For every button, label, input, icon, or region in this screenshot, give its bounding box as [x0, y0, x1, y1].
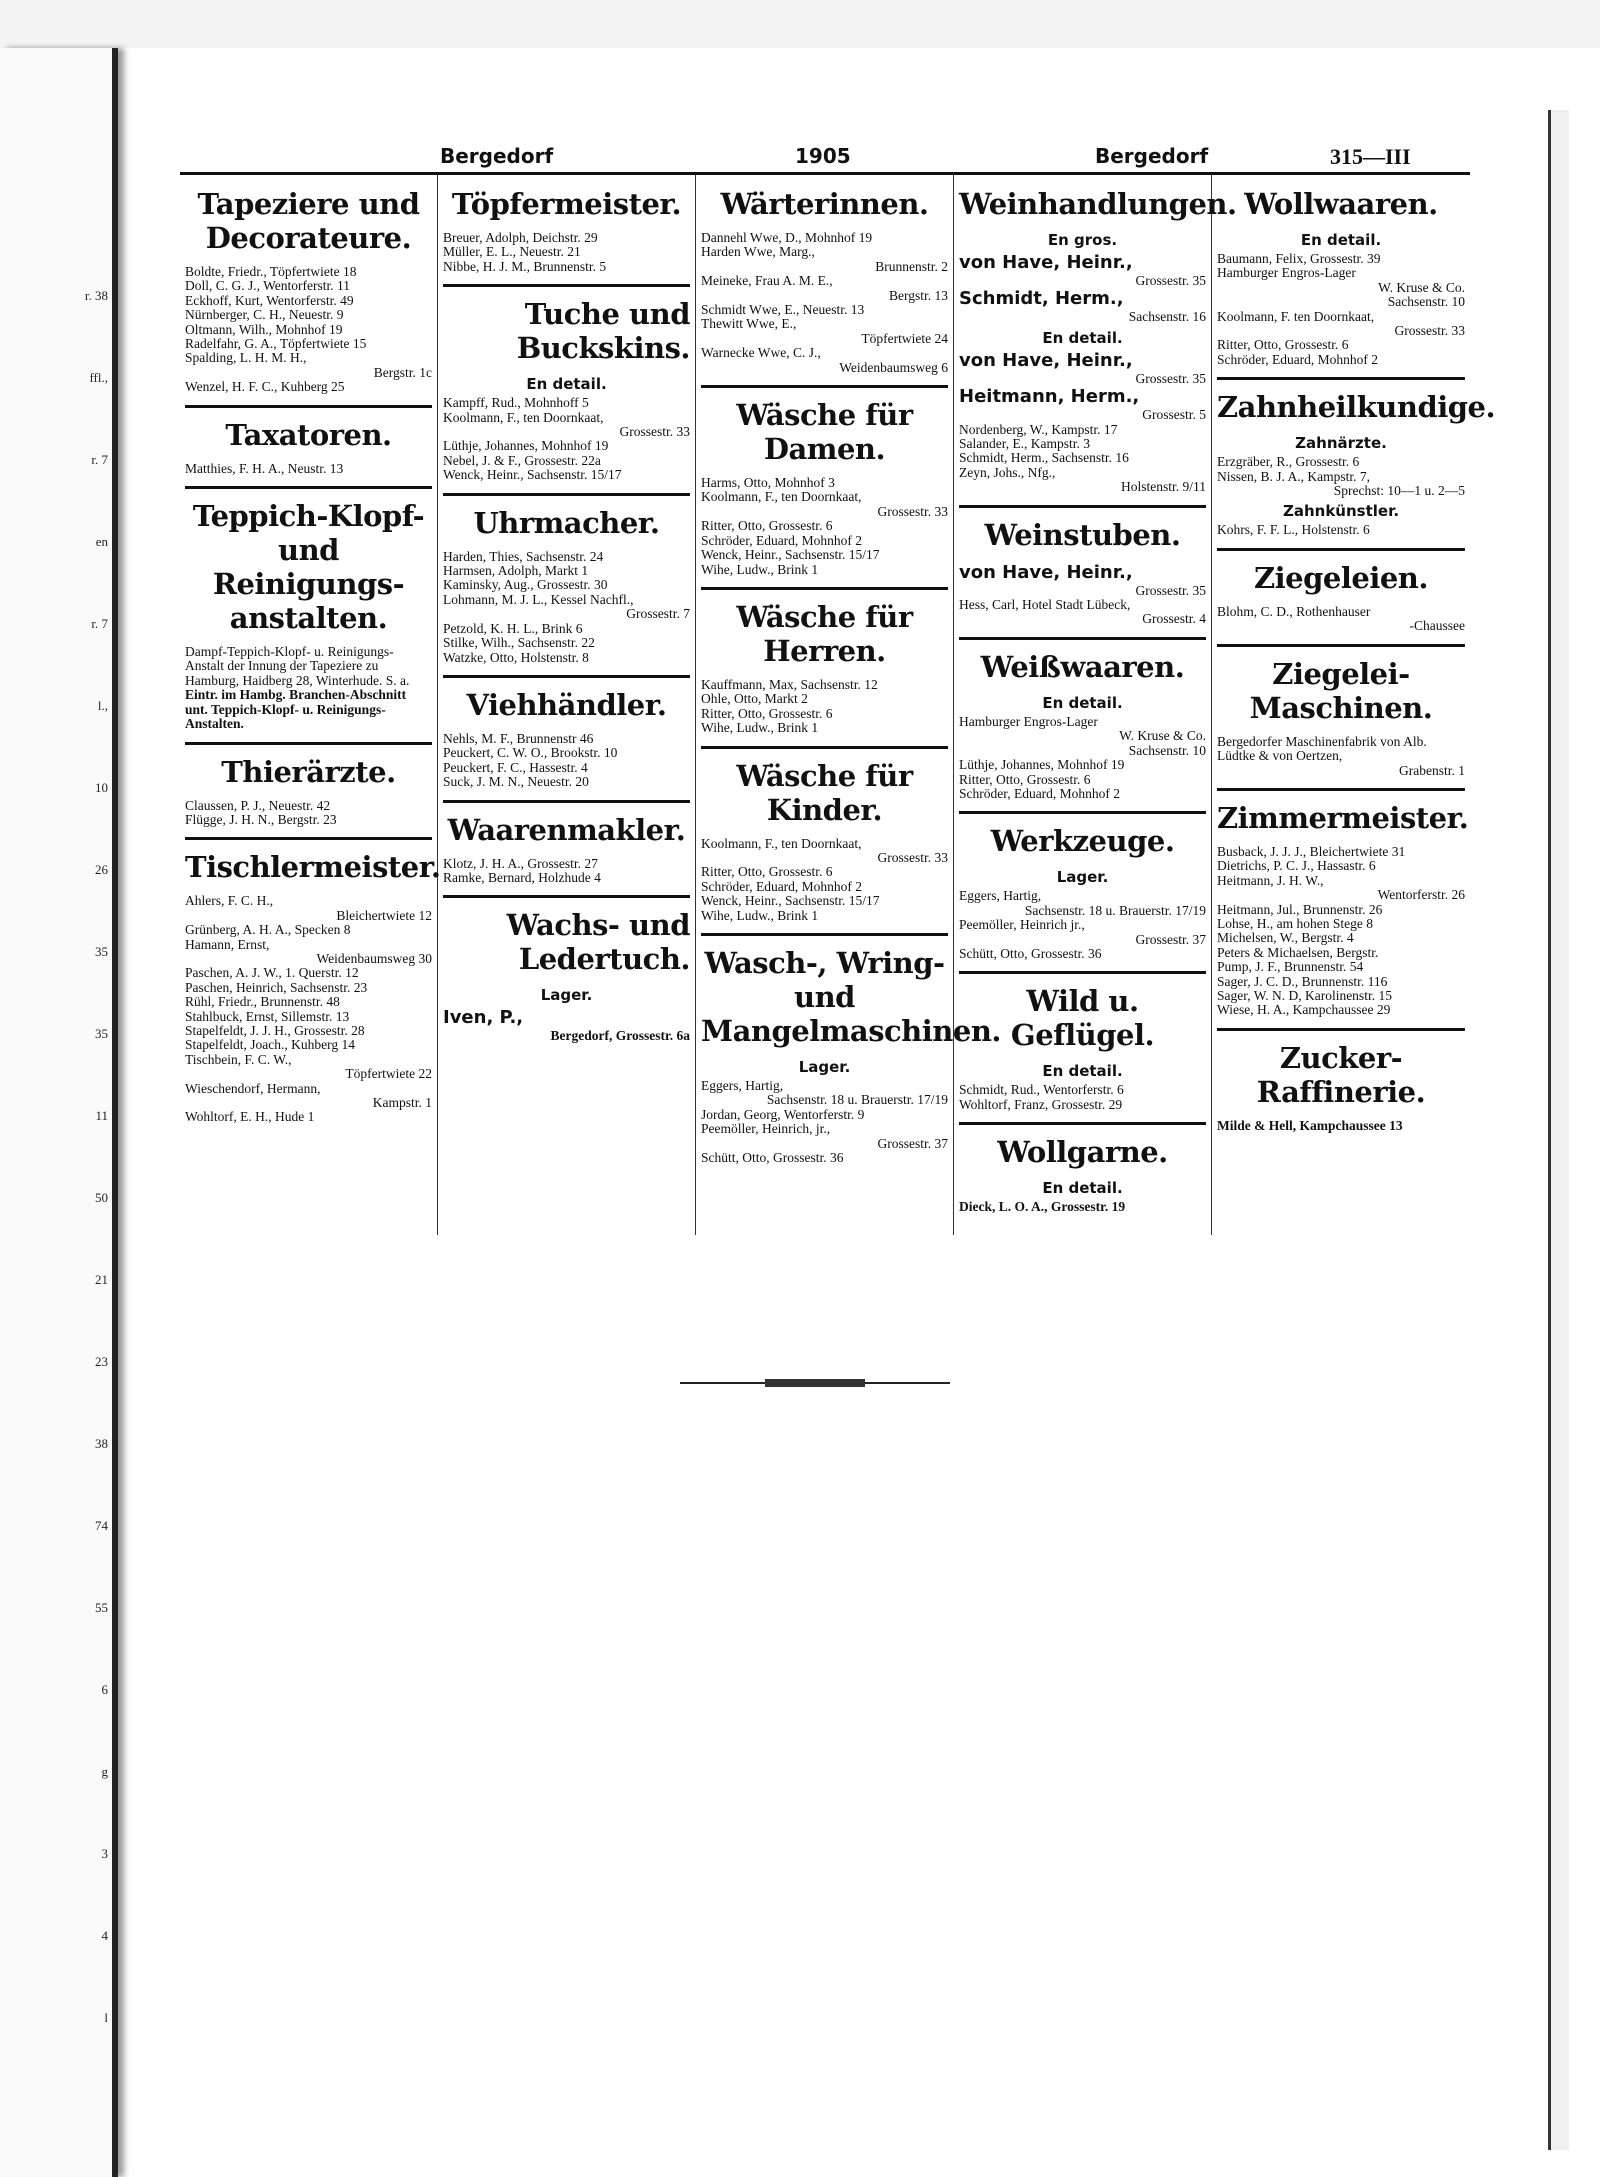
category-section — [1217, 1041, 1465, 1143]
category-section — [1217, 187, 1465, 380]
directory-entry: Bergedorfer Maschinenfabrik von Alb. Lüdtke & von Oertzen, — [1217, 733, 1427, 764]
directory-entry: Bergedorf, Grossestr. 6a — [550, 1028, 690, 1044]
directory-entry: Nibbe, H. J. M., Brunnenstr. 5 — [443, 258, 607, 274]
directory-entry: Grossestr. 4 — [1142, 611, 1206, 627]
directory-entry: von Have, Heinr., — [959, 349, 1133, 371]
directory-entry: Peters & Michaelsen, Bergstr. — [1217, 944, 1379, 960]
category-heading: Weißwaaren. — [980, 649, 1185, 684]
category-section — [1217, 390, 1496, 551]
subheading: En detail. — [526, 375, 607, 394]
directory-entry: Harden Wwe, Marg., — [701, 244, 815, 260]
directory-entry: Nehls, M. F., Brunnenstr 46 — [443, 730, 594, 746]
directory-entry: Wenck, Heinr., Sachsenstr. 15/17 — [443, 467, 622, 483]
subheading: En detail. — [1042, 693, 1123, 712]
category-heading: Teppich-Klopf- und Reinigungs-anstalten. — [192, 499, 425, 636]
directory-page — [180, 140, 1496, 1235]
directory-entry: Kampff, Rud., Mohnhoff 5 — [443, 395, 589, 411]
directory-entry: Schmidt, Rud., Wentorferstr. 6 — [959, 1082, 1124, 1098]
directory-entry: Schütt, Otto, Grossestr. 36 — [701, 1150, 844, 1165]
subheading: Lager. — [798, 1057, 851, 1076]
directory-entry: Suck, J. M. N., Neuestr. 20 — [443, 774, 589, 790]
directory-entry: Flügge, J. H. N., Bergstr. 23 — [185, 811, 337, 827]
category-heading: Waarenmakler. — [447, 812, 686, 847]
category-section — [959, 650, 1206, 814]
directory-entry: W. Kruse & Co. — [1119, 728, 1206, 744]
directory-entry: Sager, W. N. D, Karolinenstr. 15 — [1217, 987, 1392, 1003]
directory-entry: Sager, J. C. D., Brunnenstr. 116 — [1217, 973, 1388, 989]
category-section — [701, 600, 948, 749]
directory-entry: Lohmann, M. J. L., Kessel Nachfl., — [443, 591, 634, 607]
directory-entry: Wieschendorf, Hermann, — [185, 1080, 321, 1096]
category-section — [1217, 657, 1465, 791]
directory-entry: Hamburger Engros-Lager — [1217, 265, 1356, 281]
category-heading: Taxatoren. — [225, 417, 392, 452]
category-heading: Wollgarne. — [997, 1135, 1168, 1170]
category-section — [443, 908, 690, 1053]
category-section — [959, 187, 1237, 508]
directory-entry: Kauffmann, Max, Sachsenstr. 12 — [701, 676, 878, 692]
category-section — [959, 518, 1206, 640]
directory-entry: Erzgräber, R., Grossestr. 6 — [1217, 454, 1360, 470]
category-heading: Wäsche für Kinder. — [736, 758, 913, 827]
column-4 — [954, 175, 1237, 1235]
facing-page-fragment: 35 — [95, 1026, 108, 1041]
facing-page-fragment: 50 — [95, 1190, 108, 1205]
facing-page-fragment: en — [95, 534, 108, 549]
directory-entry: Ritter, Otto, Grossestr. 6 — [701, 864, 833, 880]
directory-entry: Zeyn, Johs., Nfg., — [959, 464, 1056, 480]
directory-entry: Eintr. im Hambg. Branchen-Abschnitt unt. Teppich-Klopf- u. Reinigungs-Anstalten. — [185, 687, 407, 732]
directory-entry: Busback, J. J. J., Bleichertwiete 31 — [1217, 843, 1406, 859]
category-heading: Tischlermeister. — [185, 850, 441, 885]
category-heading: Wäsche für Damen. — [736, 398, 913, 467]
directory-entry: Radelfahr, G. A., Töpfertwiete 15 — [185, 336, 367, 352]
column-1 — [180, 175, 441, 1235]
directory-entry: Peuckert, F. C., Hassestr. 4 — [443, 759, 588, 775]
directory-entry: Baumann, Felix, Grossestr. 39 — [1217, 251, 1381, 266]
category-heading: Wachs- und Ledertuch. — [506, 908, 690, 977]
running-head-left: Bergedorf — [440, 144, 554, 168]
directory-entry: Matthies, F. H. A., Neustr. 13 — [185, 460, 344, 476]
directory-entry: Nürnberger, C. H., Neuestr. 9 — [185, 307, 344, 323]
directory-entry: Ritter, Otto, Grossestr. 6 — [701, 705, 833, 721]
directory-entry: Peemöller, Heinrich jr., — [959, 917, 1085, 933]
category-heading: Tapeziere und Decorateure. — [197, 187, 420, 255]
category-heading: Weinhandlungen. — [959, 187, 1237, 221]
directory-entry: Petzold, K. H. L., Brink 6 — [443, 620, 583, 636]
directory-entry: Kaminsky, Aug., Grossestr. 30 — [443, 577, 608, 593]
directory-entry: Wenck, Heinr., Sachsenstr. 15/17 — [701, 547, 880, 563]
directory-entry: Grabenstr. 1 — [1399, 762, 1465, 778]
directory-entry: Jordan, Georg, Wentorferstr. 9 — [701, 1106, 865, 1122]
directory-entry: Peuckert, C. W. O., Brookstr. 10 — [443, 745, 618, 761]
category-heading: Wollwaaren. — [1244, 187, 1438, 221]
directory-entry: Wihe, Ludw., Brink 1 — [701, 720, 819, 736]
running-head — [180, 140, 1470, 175]
facing-page-fragment: g — [101, 1764, 108, 1779]
directory-entry: Harmsen, Adolph, Markt 1 — [443, 563, 589, 579]
facing-page-fragment: l — [104, 2010, 108, 2025]
category-section — [959, 824, 1206, 974]
category-section — [1217, 800, 1469, 1031]
directory-entry: Ahlers, F. C. H., — [185, 893, 274, 909]
directory-entry: Ohle, Otto, Markt 2 — [701, 691, 808, 707]
directory-entry: Sachsenstr. 16 — [1128, 309, 1206, 325]
directory-entry: Schmidt, Herm., — [959, 288, 1124, 310]
directory-entry: Lüthje, Johannes, Mohnhof 19 — [959, 757, 1125, 773]
category-section — [185, 499, 432, 744]
directory-entry: Grossestr. 35 — [1135, 582, 1206, 598]
directory-entry: Wohltorf, Franz, Grossestr. 29 — [959, 1096, 1123, 1112]
facing-page-fragment: 38 — [95, 1436, 108, 1451]
directory-entry: Heitmann, Jul., Brunnenstr. 26 — [1217, 901, 1383, 917]
directory-entry: Kampstr. 1 — [372, 1095, 432, 1110]
facing-page-fragment: r. 7 — [91, 452, 108, 467]
category-section — [443, 688, 690, 803]
directory-entry: Schröder, Eduard, Mohnhof 2 — [1217, 351, 1379, 367]
directory-entry: Hamburger Engros-Lager — [959, 713, 1098, 729]
directory-entry: Oltmann, Wilh., Mohnhof 19 — [185, 321, 343, 337]
subheading: Zahnärzte. — [1295, 434, 1387, 453]
running-head-right: Bergedorf — [1095, 144, 1209, 168]
directory-entry: Nordenberg, W., Kampstr. 17 — [959, 421, 1118, 437]
facing-page-fragment: l., — [97, 698, 108, 713]
directory-entry: von Have, Heinr., — [959, 252, 1133, 273]
running-head-year: 1905 — [795, 144, 851, 168]
category-heading: Ziegeleien. — [1254, 560, 1428, 595]
directory-entry: Lüthje, Johannes, Mohnhof 19 — [443, 438, 609, 454]
category-section — [443, 813, 690, 899]
category-heading: Wasch-, Wring- und Mangelmaschinen. — [701, 945, 1001, 1048]
directory-entry: Watzke, Otto, Holstenstr. 8 — [443, 649, 589, 665]
category-heading: Wild u. Geflügel. — [1010, 984, 1155, 1053]
directory-entry: Töpfertwiete 22 — [345, 1066, 432, 1082]
category-section — [701, 945, 1001, 1175]
directory-entry: Dannehl Wwe, D., Mohnhof 19 — [701, 230, 873, 245]
category-section — [959, 984, 1206, 1125]
subheading: Zahnkünstler. — [1282, 502, 1400, 521]
directory-entry: Schröder, Eduard, Mohnhof 2 — [959, 785, 1121, 801]
category-heading: Thierärzte. — [221, 754, 396, 789]
subheading: Lager. — [1056, 868, 1109, 887]
facing-page-fragment: 74 — [95, 1518, 108, 1533]
directory-entry: Grossestr. 5 — [1142, 407, 1206, 423]
directory-entry: Iven, P., — [443, 1007, 524, 1029]
column-5 — [1212, 175, 1496, 1235]
directory-entry: Wihe, Ludw., Brink 1 — [701, 907, 819, 923]
category-section — [959, 1135, 1206, 1224]
facing-page-fragment: 21 — [95, 1272, 108, 1287]
directory-entry: Grossestr. 37 — [877, 1135, 948, 1151]
category-section — [185, 850, 441, 1135]
category-section — [185, 187, 432, 408]
directory-entry: Wiese, H. A., Kampchaussee 29 — [1217, 1002, 1391, 1018]
category-heading: Tuche und Buckskins. — [516, 297, 690, 366]
column-3 — [696, 175, 1001, 1235]
directory-entry: Breuer, Adolph, Deichstr. 29 — [443, 230, 598, 245]
directory-entry: Bergstr. 13 — [888, 287, 948, 303]
directory-entry: Koolmann, F., ten Doornkaat, — [701, 489, 862, 505]
directory-entry: Tischbein, F. C. W., — [185, 1051, 292, 1067]
directory-entry: Eckhoff, Kurt, Wentorferstr. 49 — [185, 292, 354, 308]
directory-entry: Sachsenstr. 18 u. Brauerstr. 17/19 — [766, 1092, 948, 1108]
directory-entry: Warnecke Wwe, C. J., — [701, 345, 821, 361]
directory-entry: Koolmann, F., ten Doornkaat, — [701, 835, 862, 851]
facing-page-fragment: 6 — [101, 1682, 108, 1697]
end-ornament — [680, 1378, 950, 1388]
directory-entry: Dietrichs, P. C. J., Hassastr. 6 — [1217, 858, 1376, 874]
directory-entry: Grünberg, A. H. A., Specken 8 — [185, 922, 351, 938]
directory-entry: Bergstr. 1c — [373, 364, 432, 380]
subheading: En detail. — [1042, 1062, 1123, 1081]
facing-page-fragment: 23 — [95, 1354, 108, 1369]
facing-page-fragment: 35 — [95, 944, 108, 959]
directory-entry: Sprechst: 10—1 u. 2—5 — [1333, 483, 1465, 499]
facing-page-fragment: r. 7 — [91, 616, 108, 631]
directory-entry: Wenzel, H. F. C., Kuhberg 25 — [185, 379, 345, 395]
directory-entry: Sachsenstr. 10 — [1128, 742, 1206, 758]
directory-entry: Stilke, Wilh., Sachsenstr. 22 — [443, 635, 595, 651]
category-heading: Wäsche für Herren. — [736, 599, 913, 668]
directory-entry: Dieck, L. O. A., Grossestr. 19 — [959, 1199, 1126, 1215]
directory-entry: Holstenstr. 9/11 — [1120, 479, 1206, 495]
directory-entry: Schröder, Eduard, Mohnhof 2 — [701, 532, 863, 548]
directory-entry: Weidenbaumsweg 30 — [316, 950, 432, 966]
facing-page-fragment: r. 38 — [84, 288, 108, 303]
directory-entry: Ritter, Otto, Grossestr. 6 — [1217, 337, 1349, 353]
directory-entry: Wohltorf, E. H., Hude 1 — [185, 1109, 315, 1125]
directory-entry: Lohse, H., am hohen Stege 8 — [1217, 915, 1373, 931]
facing-page-fragment: 4 — [101, 1928, 108, 1943]
directory-entry: Michelsen, W., Bergstr. 4 — [1217, 930, 1354, 946]
category-section — [1217, 561, 1465, 647]
directory-entry: Heitmann, Herm., — [959, 386, 1140, 408]
category-section — [443, 506, 690, 678]
directory-entry: Stapelfeldt, Joach., Kuhberg 14 — [185, 1037, 355, 1053]
listing-columns — [180, 175, 1496, 1235]
directory-entry: Eggers, Hartig, — [701, 1077, 784, 1093]
directory-entry: Stahlbuck, Ernst, Sillemstr. 13 — [185, 1008, 350, 1024]
page-edge-right — [1548, 110, 1569, 2150]
directory-entry: Hamann, Ernst, — [185, 936, 270, 952]
directory-entry: Boldte, Friedr., Töpfertwiete 18 — [185, 264, 357, 279]
category-heading: Uhrmacher. — [473, 505, 660, 540]
category-heading: Zucker-Raffinerie. — [1256, 1040, 1426, 1109]
category-section — [701, 398, 948, 590]
subheading: En detail. — [1042, 328, 1123, 347]
directory-entry: Meineke, Frau A. M. E., — [701, 273, 833, 289]
directory-entry: Brunnenstr. 2 — [875, 258, 948, 274]
directory-entry: Ritter, Otto, Grossestr. 6 — [959, 771, 1091, 787]
directory-entry: Kohrs, F. F. L., Holstenstr. 6 — [1217, 522, 1370, 538]
category-heading: Viehhändler. — [466, 687, 667, 722]
directory-entry: Grossestr. 37 — [1135, 931, 1206, 947]
facing-page-fragment: 55 — [95, 1600, 108, 1615]
directory-entry: Wihe, Ludw., Brink 1 — [701, 561, 819, 577]
directory-entry: Hess, Carl, Hotel Stadt Lübeck, — [959, 597, 1131, 613]
directory-entry: Grossestr. 7 — [626, 606, 690, 622]
directory-entry: von Have, Heinr., — [959, 561, 1133, 583]
directory-entry: Doll, C. G. J., Wentorferstr. 11 — [185, 278, 351, 294]
directory-entry: Paschen, A. J. W., 1. Querstr. 12 — [185, 965, 359, 981]
directory-entry: Grossestr. 33 — [1394, 323, 1465, 339]
facing-page-fragment: ffl., — [89, 370, 108, 385]
directory-entry: W. Kruse & Co. — [1378, 279, 1465, 295]
directory-entry: Milde & Hell, Kampchaussee 13 — [1217, 1117, 1403, 1133]
directory-entry: Dampf-Teppich-Klopf- u. Reinigungs-Anstalt der Innung der Tapeziere zu Hamburg, Haidberg 28, Winterhude. S. a. — [185, 644, 410, 688]
directory-entry: Stapelfeldt, J. J. H., Grossestr. 28 — [185, 1022, 365, 1038]
category-section — [185, 418, 432, 489]
category-heading: Zimmermeister. — [1217, 800, 1469, 835]
scan-margin-top — [0, 0, 1600, 48]
facing-page-fragment: 10 — [95, 780, 108, 795]
directory-entry: Sachsenstr. 10 — [1387, 294, 1465, 310]
directory-entry: Wenck, Heinr., Sachsenstr. 15/17 — [701, 893, 880, 909]
directory-entry: Paschen, Heinrich, Sachsenstr. 23 — [185, 979, 368, 995]
facing-page-fragment: 11 — [95, 1108, 108, 1123]
directory-entry: Nebel, J. & F., Grossestr. 22a — [443, 452, 601, 468]
directory-entry: Ramke, Bernard, Holzhude 4 — [443, 869, 601, 885]
directory-entry: Schütt, Otto, Grossestr. 36 — [959, 945, 1102, 961]
category-heading: Zahnheilkundige. — [1217, 390, 1496, 425]
directory-entry: Schmidt Wwe, E., Neuestr. 13 — [701, 302, 865, 318]
directory-entry: Grossestr. 33 — [877, 503, 948, 519]
directory-entry: Klotz, J. H. A., Grossestr. 27 — [443, 855, 598, 871]
category-heading: Töpfermeister. — [451, 187, 682, 221]
directory-entry: Weidenbaumsweg 6 — [839, 359, 948, 375]
directory-entry: Koolmann, F., ten Doornkaat, — [443, 409, 604, 425]
category-heading: Werkzeuge. — [990, 824, 1175, 859]
directory-entry: Thewitt Wwe, E., — [701, 316, 797, 332]
directory-entry: Bleichertwiete 12 — [336, 907, 432, 923]
directory-entry: Grossestr. 33 — [877, 849, 948, 865]
category-section — [443, 297, 690, 495]
directory-entry: Blohm, C. D., Rothenhauser — [1217, 603, 1371, 619]
directory-entry: Eggers, Hartig, — [959, 888, 1042, 904]
directory-entry: Harden, Thies, Sachsenstr. 24 — [443, 548, 604, 564]
directory-entry: Spalding, L. H. M. H., — [185, 350, 307, 366]
directory-entry: Grossestr. 35 — [1135, 370, 1206, 386]
category-section — [701, 187, 948, 388]
directory-entry: Harms, Otto, Mohnhof 3 — [701, 475, 835, 491]
directory-entry: Heitmann, J. H. W., — [1217, 872, 1324, 888]
directory-entry: Ritter, Otto, Grossestr. 6 — [701, 518, 833, 534]
category-heading: Wärterinnen. — [720, 187, 929, 221]
directory-entry: Salander, E., Kampstr. 3 — [959, 436, 1091, 452]
facing-page-fragment: 3 — [101, 1846, 108, 1861]
directory-entry: -Chaussee — [1409, 618, 1465, 634]
directory-entry: Pump, J. F., Brunnenstr. 54 — [1217, 959, 1364, 975]
directory-entry: Töpfertwiete 24 — [861, 330, 948, 346]
directory-entry: Claussen, P. J., Neuestr. 42 — [185, 797, 331, 813]
facing-page-edge — [0, 48, 118, 2177]
subheading: En detail. — [1300, 231, 1382, 249]
category-section — [185, 755, 432, 841]
facing-page-fragment: 26 — [95, 862, 108, 877]
subheading: En gros. — [1047, 231, 1118, 249]
directory-entry: Sachsenstr. 18 u. Brauerstr. 17/19 — [1024, 902, 1206, 918]
directory-entry: Koolmann, F. ten Doornkaat, — [1217, 308, 1375, 324]
subheading: En detail. — [1042, 1179, 1123, 1198]
directory-entry: Nissen, B. J. A., Kampstr. 7, — [1217, 468, 1371, 484]
category-heading: Ziegelei-Maschinen. — [1249, 656, 1433, 725]
directory-entry: Wentorferstr. 26 — [1377, 887, 1465, 903]
directory-entry: Grossestr. 35 — [1135, 273, 1206, 288]
directory-entry: Peemöller, Heinrich, jr., — [701, 1121, 831, 1137]
category-section — [443, 187, 690, 287]
directory-entry: Schröder, Eduard, Mohnhof 2 — [701, 878, 863, 894]
directory-entry: Grossestr. 33 — [619, 424, 690, 440]
directory-entry: Schmidt, Herm., Sachsenstr. 16 — [959, 450, 1129, 466]
directory-entry: Rühl, Friedr., Brunnenstr. 48 — [185, 994, 340, 1010]
column-2 — [438, 175, 696, 1235]
directory-entry: Müller, E. L., Neuestr. 21 — [443, 244, 581, 260]
page-number: 315—III — [1330, 144, 1411, 169]
category-heading: Weinstuben. — [984, 517, 1181, 552]
subheading: Lager. — [540, 986, 593, 1005]
category-section — [701, 759, 948, 936]
